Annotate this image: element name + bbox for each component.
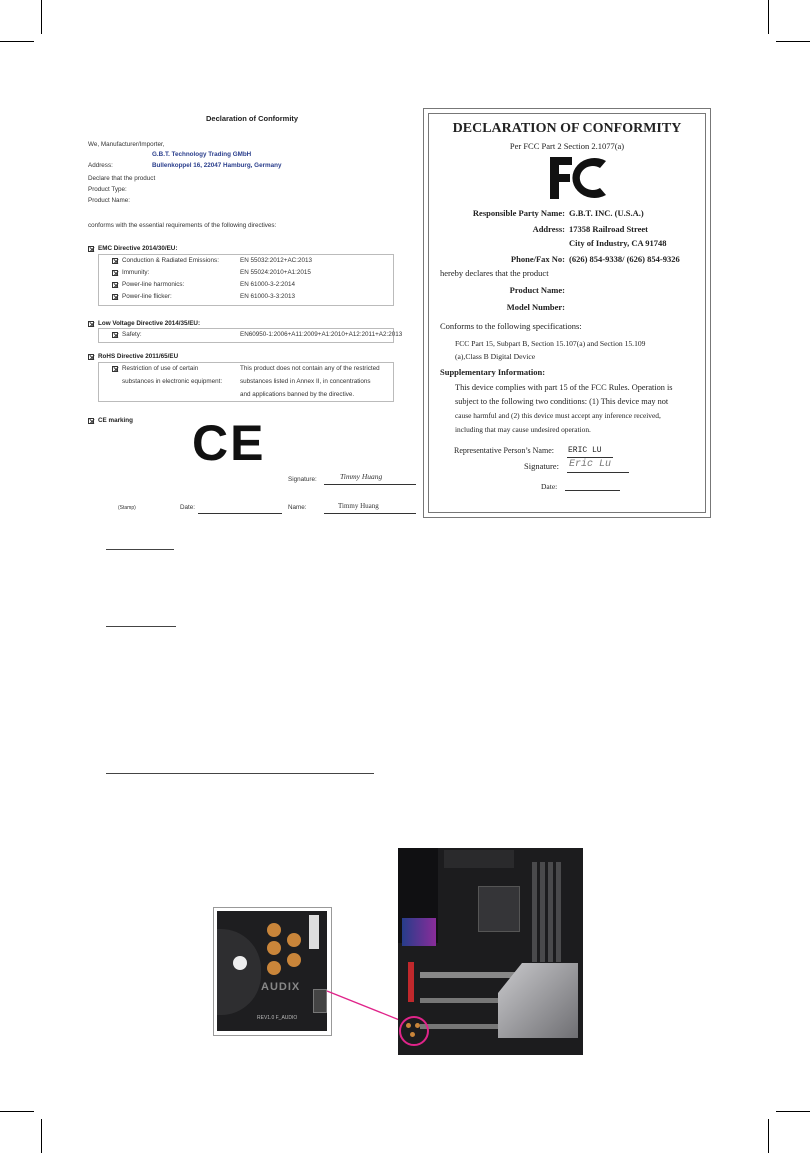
manufacturer-label: We, Manufacturer/Importer, — [88, 141, 165, 148]
emc-row-value: EN 61000-3-2:2014 — [240, 281, 295, 288]
dimm-slot — [532, 862, 537, 962]
crop-mark — [776, 41, 810, 42]
audix-label: AUDIX — [261, 981, 301, 993]
crop-mark — [768, 0, 769, 34]
crop-mark — [768, 1119, 769, 1153]
capacitor — [287, 933, 301, 947]
supplementary-line: This device complies with part 15 of the FCC Rules. Operation is — [455, 383, 673, 392]
phone-number: (626) 854-9338/ (626) 854-9326 — [569, 254, 680, 264]
audio-cover — [217, 929, 261, 1015]
lvd-title: Low Voltage Directive 2014/35/EU: — [98, 320, 201, 327]
emc-row-label: Conduction & Radiated Emissions: — [122, 257, 219, 264]
signature-label: Signature: — [288, 476, 317, 483]
lvd-value: EN60950-1:2006+A11:2009+A1:2010+A12:2011+A2:2013 — [240, 331, 403, 338]
emc-checkbox — [88, 246, 94, 252]
product-name-label: Product Name: — [88, 197, 130, 204]
inset-photo — [217, 911, 327, 1031]
date-label: Date: — [541, 482, 558, 491]
board-text: REV1.0 F_AUDIO — [257, 1015, 298, 1021]
phone-label: Phone/Fax No: — [510, 254, 565, 264]
emc-row-label: Immunity: — [122, 269, 150, 276]
conforms-text: conforms with the essential requirements of the following directives: — [88, 222, 277, 229]
address-label: Address: — [532, 224, 565, 234]
checkbox — [112, 270, 118, 276]
dimm-slot — [548, 862, 553, 962]
cpu-socket — [478, 886, 520, 932]
address-line-1: 17358 Railroad Street — [569, 224, 649, 234]
crop-mark — [41, 1119, 42, 1153]
crop-mark — [776, 1111, 810, 1112]
conforms-text: Conforms to the following specifications: — [440, 321, 582, 331]
emc-row-label: Power-line flicker: — [122, 293, 172, 300]
eu-title: Declaration of Conformity — [206, 114, 299, 123]
crop-mark — [0, 1111, 34, 1112]
rohs-value: substances listed in Annex II, in concentrations — [240, 378, 371, 385]
pcie-slot — [420, 972, 520, 978]
lvd-label: Safety: — [122, 331, 142, 338]
ce-checkbox — [88, 418, 94, 424]
emc-row-value: EN 55024:2010+A1:2015 — [240, 269, 311, 276]
capacitor — [267, 941, 281, 955]
name-label: Name: — [288, 504, 307, 511]
audio-header-pin — [406, 1023, 411, 1028]
signature-line — [567, 472, 629, 473]
rohs-title: RoHS Directive 2011/65/EU — [98, 353, 179, 360]
declare-text: Declare that the product — [88, 175, 156, 182]
company-address: Bullenkoppel 16, 22047 Hamburg, Germany — [152, 162, 282, 169]
product-name-label: Product Name: — [509, 285, 565, 295]
crop-mark — [41, 0, 42, 34]
address-label: Address: — [88, 162, 113, 169]
emc-row-value: EN 61000-3-3:2013 — [240, 293, 295, 300]
audio-header-inset — [213, 907, 332, 1036]
checkbox — [112, 366, 118, 372]
rohs-checkbox — [88, 354, 94, 360]
capacitor — [287, 953, 301, 967]
ce-title: CE marking — [98, 417, 133, 424]
lvd-checkbox — [88, 321, 94, 327]
dimm-slot — [540, 862, 545, 962]
eu-declaration — [88, 108, 418, 518]
hereby-text: hereby declares that the product — [440, 268, 549, 278]
spec-line: (a),Class B Digital Device — [455, 352, 536, 361]
party-label: Responsible Party Name: — [472, 208, 565, 218]
fcc-logo-icon — [548, 155, 608, 201]
rohs-value: This product does not contain any of the restricted — [240, 365, 380, 372]
rgb-accent — [402, 918, 436, 946]
checkbox — [112, 282, 118, 288]
capacitor — [267, 923, 281, 937]
heading-underline — [106, 549, 174, 550]
label-sticker — [309, 915, 319, 949]
rohs-value: and applications banned by the directive. — [240, 391, 355, 398]
gear-icon — [233, 956, 247, 970]
representative-line — [567, 457, 613, 458]
emc-row-label: Power-line harmonics: — [122, 281, 185, 288]
stamp-label: (Stamp) — [118, 505, 136, 511]
representative-label: Representative Person’s Name: — [454, 446, 554, 455]
supplementary-title: Supplementary Information: — [440, 367, 546, 377]
date-label: Date: — [180, 504, 196, 511]
dimm-slot — [556, 862, 561, 962]
supplementary-line: cause harmful and (2) this device must accept any inference received, — [455, 411, 661, 420]
signature-line — [324, 484, 416, 485]
emc-title: EMC Directive 2014/30/EU: — [98, 245, 178, 252]
fcc-signature: Eric Lu — [569, 459, 612, 470]
signer-name: Timmy Huang — [338, 502, 379, 510]
date-line — [198, 513, 282, 514]
m2-accent — [408, 962, 414, 1002]
fcc-declaration — [423, 108, 711, 518]
audio-header-pin — [410, 1032, 415, 1037]
spec-line: FCC Part 15, Subpart B, Section 15.107(a) and Section 15.109 — [455, 339, 646, 348]
emc-row-value: EN 55032:2012+AC:2013 — [240, 257, 312, 264]
fcc-subtitle: Per FCC Part 2 Section 2.1077(a) — [509, 141, 625, 151]
fcc-title: DECLARATION OF CONFORMITY — [452, 121, 682, 136]
vrm-heatsink-top — [444, 850, 514, 868]
supplementary-line: subject to the following two conditions: (1) This device may not — [455, 397, 669, 406]
highlight-circle — [399, 1016, 429, 1046]
model-number-label: Model Number: — [506, 302, 565, 312]
date-line — [565, 490, 620, 491]
rohs-label: substances in electronic equipment: — [122, 378, 223, 385]
name-line — [324, 513, 416, 514]
checkbox — [112, 258, 118, 264]
party-name: G.B.T. INC. (U.S.A.) — [569, 208, 644, 218]
capacitor — [267, 961, 281, 975]
heading-underline — [106, 626, 176, 627]
company-name: G.B.T. Technology Trading GMbH — [152, 151, 252, 158]
checkbox — [112, 332, 118, 338]
heading-underline — [106, 773, 374, 774]
rohs-label: Restriction of use of certain — [122, 365, 199, 372]
ce-mark-logo: CE — [192, 415, 266, 471]
crop-mark — [0, 41, 34, 42]
audio-header-pin — [415, 1023, 420, 1028]
signature-label: Signature: — [524, 461, 559, 471]
supplementary-line: including that may cause undesired operation. — [455, 425, 591, 434]
product-type-label: Product Type: — [88, 186, 127, 193]
representative-name: ERIC LU — [568, 446, 602, 455]
signature: Timmy Huang — [340, 472, 383, 481]
address-line-2: City of Industry, CA 91748 — [569, 238, 667, 248]
checkbox — [112, 294, 118, 300]
